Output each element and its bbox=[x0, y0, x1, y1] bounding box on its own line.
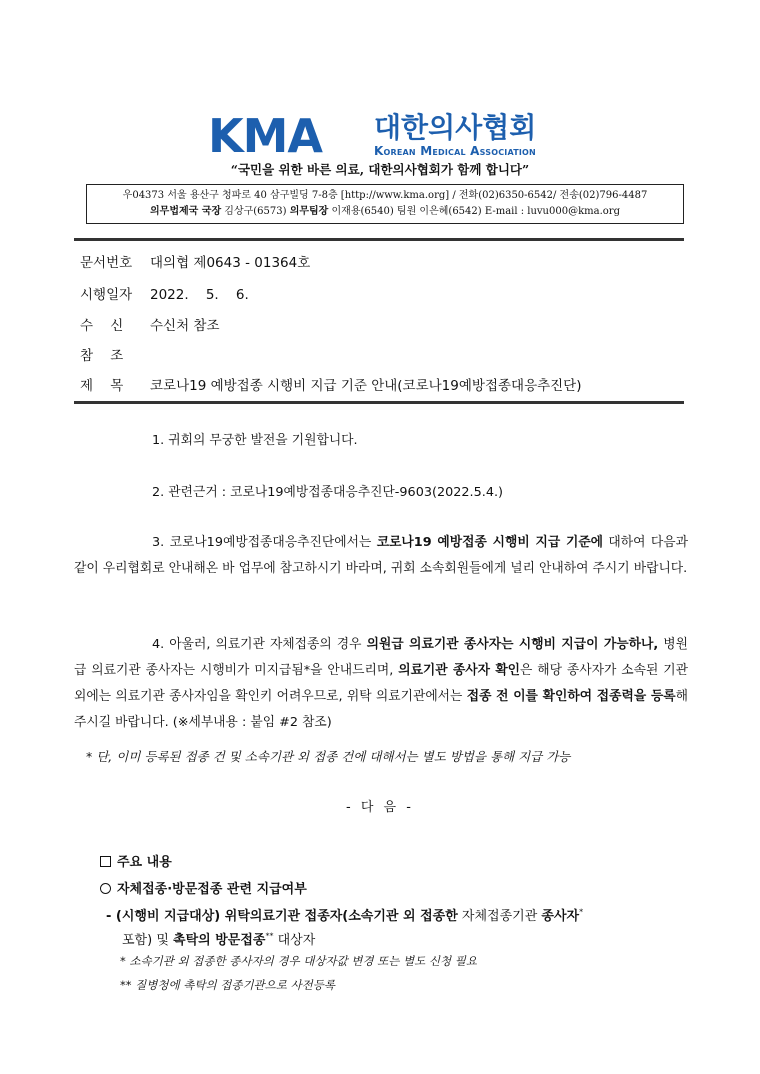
doc-number-row: 문서번호 대의협 제0643 - 01364호 bbox=[80, 255, 311, 271]
contact-staff: 의무법제국 국장 김상구(6573) 의무팀장 이재용(6540) 팀원 이은혜(6542) E-mail : luvu000@kma.org bbox=[150, 206, 620, 217]
square-bullet-icon bbox=[100, 856, 111, 867]
section-main-content: 주요 내용 bbox=[100, 851, 172, 870]
section-separator: - 다 음 - bbox=[346, 800, 414, 815]
contact-box bbox=[86, 184, 684, 224]
date-row: 시행일자 2022. 5. 6. bbox=[80, 287, 249, 303]
logo-english: Korean Medical Association bbox=[374, 144, 536, 158]
footnote-note: * 단, 이미 등록된 접종 건 및 소속기관 외 접종 건에 대해서는 별도 방법을 통해 지급 가능 bbox=[86, 749, 571, 764]
circle-bullet-icon bbox=[100, 883, 111, 894]
paragraph-2: 2. 관련근거 : 코로나19예방접종대응추진단-9603(2022.5.4.) bbox=[152, 485, 504, 500]
paragraph-1: 1. 귀회의 무궁한 발전을 기원합니다. bbox=[152, 433, 358, 448]
paragraph-3: 3. 코로나19예방접종대응추진단에서는 코로나19 예방접종 시행비 지급 기준에 대하여 다음과 같이 우리협회로 안내해온 바 업무에 참고하시기 바라며, 귀회 소속회원들에게 널리 안내하여 주시기 바랍니다. bbox=[74, 535, 688, 576]
issue-date: 2022. 5. 6. bbox=[150, 287, 249, 303]
recipient: 수신처 참조 bbox=[150, 318, 220, 334]
bottom-divider bbox=[74, 401, 684, 404]
top-divider bbox=[74, 238, 684, 241]
subject: 코로나19 예방접종 시행비 지급 기준 안내(코로나19예방접종대응추진단) bbox=[150, 378, 582, 394]
slogan: “국민을 위한 바른 의료, 대한의사협회가 함께 합니다” bbox=[230, 162, 530, 177]
recipient-row: 수 신 수신처 참조 bbox=[80, 318, 220, 334]
paragraph-4: 4. 아울러, 의료기관 자체접종의 경우 의원급 의료기관 종사자는 시행비 지급이 가능하나, 병원급 의료기관 종사자는 시행비가 미지급됨*을 안내드리며, 의료기관 종사자 확인은 해당 종사자가 소속된 기관 외에는 의료기관 종사자임을 확인키 어려우므로, 위탁 의료기관에서는 접종 전 이를 확인하여 접종력을 등록해 주시길 바랍니다. (※세부내용 : 붙임 #2 참조) bbox=[74, 637, 688, 730]
logo-korean: 대한의사협회 bbox=[374, 111, 537, 144]
reference-row: 참 조 bbox=[80, 348, 124, 364]
item-payment-target: - (시행비 지급대상) 위탁의료기관 접종자(소속기관 외 접종한 자체접종기관 종사자* bbox=[106, 907, 584, 924]
footnote-1: * 소속기관 외 접종한 종사자의 경우 대상자값 변경 또는 별도 신청 필요 bbox=[120, 954, 478, 968]
item-payment-target-cont: 포함) 및 촉탁의 방문접종** 대상자 bbox=[122, 931, 316, 948]
footnote-2: ** 질병청에 촉탁의 접종기관으로 사전등록 bbox=[120, 978, 335, 992]
logo-latin: KMA bbox=[208, 109, 323, 163]
doc-number: 대의협 제0643 - 01364호 bbox=[150, 255, 311, 271]
subsection-payment: 자체접종·방문접종 관련 지급여부 bbox=[100, 878, 307, 897]
contact-address: 우04373 서울 용산구 청파로 40 삼구빌딩 7-8층 [http://www.kma.org] / 전화(02)6350-6542/ 전송(02)796-4487 bbox=[122, 190, 648, 201]
subject-row: 제 목 코로나19 예방접종 시행비 지급 기준 안내(코로나19예방접종대응추진단) bbox=[80, 378, 582, 394]
